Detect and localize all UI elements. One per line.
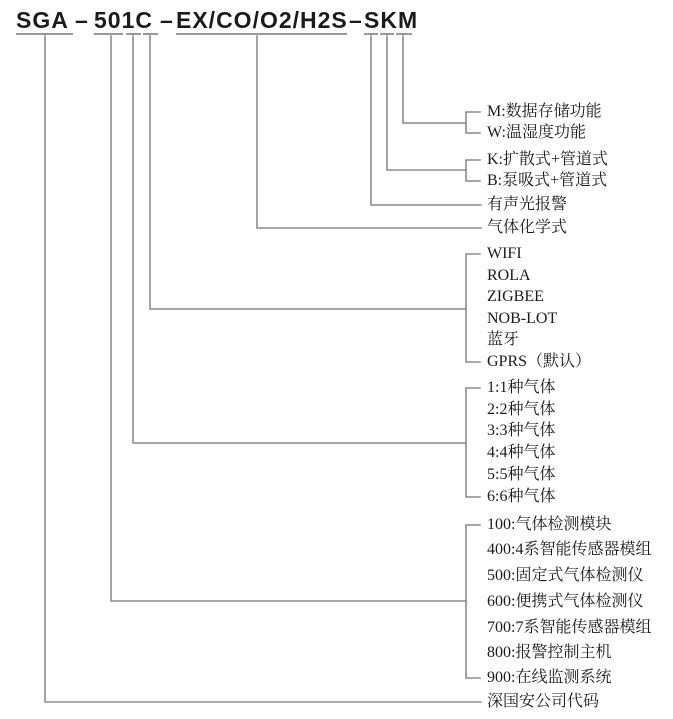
label-k-diffusion-duct: K:扩散式+管道式 [487, 151, 609, 168]
label-gas-count-1: 1:1种气体 [487, 379, 556, 396]
model-prefix: SGA [16, 7, 69, 33]
label-series-800: 800:报警控制主机 [487, 644, 612, 661]
label-series-400: 400:4系智能传感器模组 [487, 541, 652, 558]
label-m-data-storage: M:数据存储功能 [487, 103, 602, 120]
model-series-number: 501C [94, 7, 153, 33]
wire-50-to-series [111, 36, 466, 601]
bracket-sampling-options [466, 160, 480, 181]
label-comm-bluetooth: 蓝牙 [487, 331, 520, 348]
bracket-communication-options [466, 254, 480, 362]
label-w-temp-humidity: W:温湿度功能 [487, 124, 586, 141]
label-series-500: 500:固定式气体检测仪 [487, 567, 644, 584]
label-comm-gprs: GPRS（默认） [487, 353, 592, 370]
dash-separator-2: – [160, 7, 174, 33]
label-series-900: 900:在线监测系统 [487, 669, 612, 686]
label-gas-count-4: 4:4种气体 [487, 444, 556, 461]
wire-k-to-sampling [387, 36, 466, 170]
label-gas-count-6: 6:6种气体 [487, 488, 556, 505]
label-company-code: 深国安公司代码 [487, 693, 600, 710]
label-series-600: 600:便携式气体检测仪 [487, 593, 644, 610]
label-comm-zigbee: ZIGBEE [487, 288, 544, 305]
dash-separator-1: – [75, 7, 89, 33]
label-comm-wifi: WIFI [487, 245, 522, 262]
bracket-gas-count-options [466, 388, 480, 497]
wire-m-to-function [403, 36, 466, 123]
label-series-100: 100:气体检测模块 [487, 516, 612, 533]
model-gas-formula: EX/CO/O2/H2S [176, 7, 348, 33]
label-gas-count-2: 2:2种气体 [487, 401, 556, 418]
model-options-suffix: SKM [364, 7, 419, 33]
label-comm-nob-lot: NOB-LOT [487, 310, 558, 327]
label-b-pump-duct: B:泵吸式+管道式 [487, 172, 608, 189]
label-gas-count-5: 5:5种气体 [487, 466, 556, 483]
bracket-product-series [466, 525, 480, 678]
label-series-700: 700:7系智能传感器模组 [487, 619, 652, 636]
label-comm-rola: ROLA [487, 267, 531, 284]
wire-c-to-communication [150, 36, 466, 309]
label-sound-light-alarm: 有声光报警 [487, 196, 568, 213]
wire-1-to-gas-count [133, 36, 466, 443]
label-gas-count-3: 3:3种气体 [487, 422, 556, 439]
label-gas-chemical: 气体化学式 [487, 219, 568, 236]
wire-gas-to-chemical [257, 36, 481, 228]
dash-separator-3: – [349, 7, 363, 33]
bracket-function-options [466, 112, 480, 133]
